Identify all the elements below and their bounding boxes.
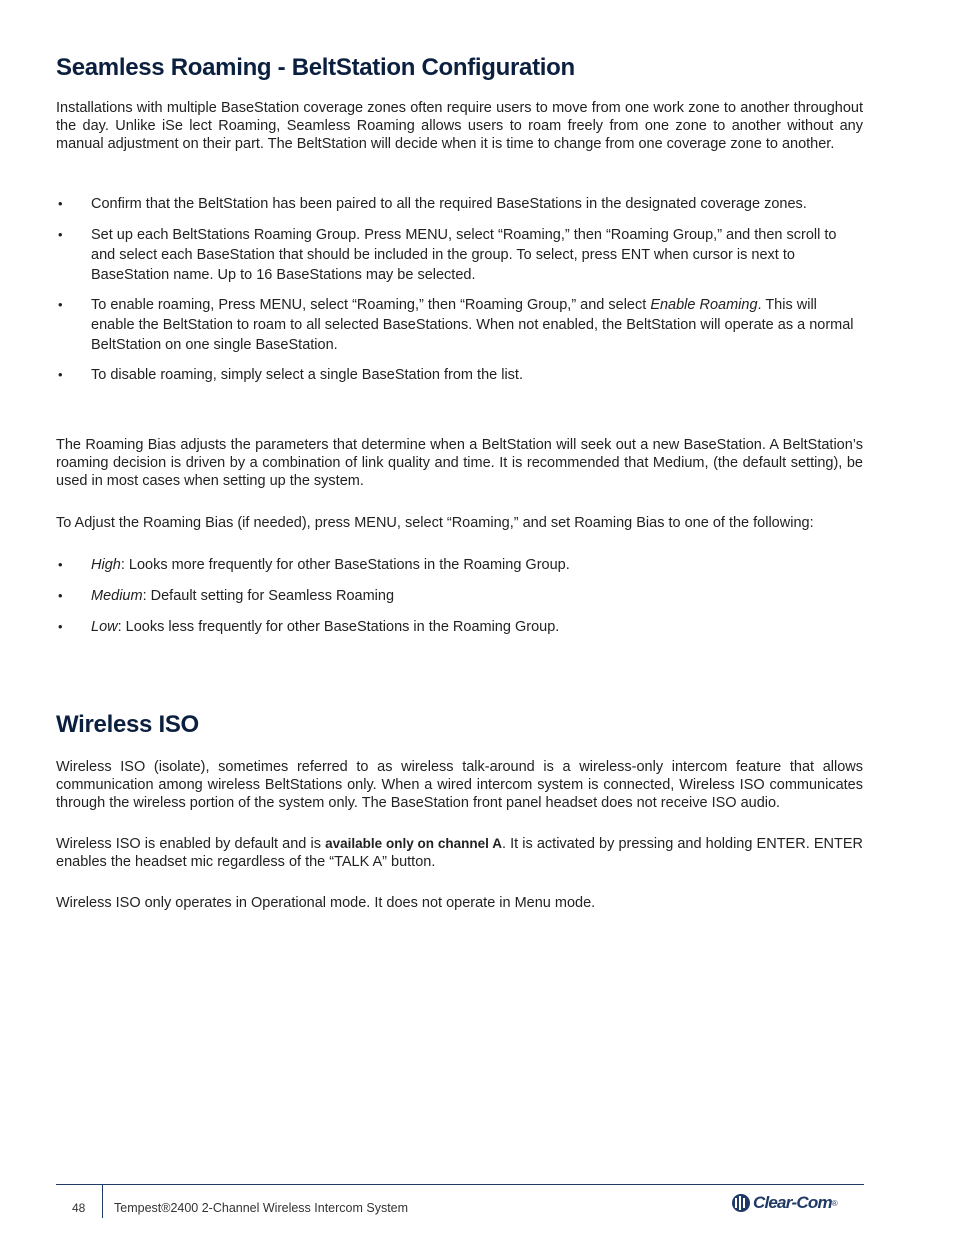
channel-a-note: available only on channel A xyxy=(325,836,502,851)
bullet-text: . This will enable the BeltStation to roam to all selected BaseStations. When not enabled, the BeltStation will operate as a normal BeltStation on one single BaseStation. xyxy=(91,297,854,353)
page-number: 48 xyxy=(72,1201,86,1215)
roaming-bias-paragraph: The Roaming Bias adjusts the parameters that determine when a BeltStation will seek out a new BaseStation. A BeltStation’s roaming decision is driven by a combination of link quality and time. It is recommended that Medium, (the default setting), be used in most cases when setting up the system. xyxy=(56,437,863,489)
section-title-wireless-iso: Wireless ISO xyxy=(56,711,199,738)
logo-registered-mark: ® xyxy=(831,1198,838,1208)
intro-paragraph: Installations with multiple BaseStation coverage zones often require users to move from one work zone to another throughout the day. Unlike iSe lect Roaming, Seamless Roaming allows users to roam freely from one zone to another without any manual adjustment on their part. The BeltStation will decide when it is time to change from one coverage zone to another. xyxy=(56,100,863,152)
wireless-iso-paragraph-2 xyxy=(56,835,863,871)
adjust-bias-paragraph: To Adjust the Roaming Bias (if needed), press MENU, select “Roaming,” and set Roaming Bias to one of the following: xyxy=(56,515,814,531)
section-title-seamless-roaming: Seamless Roaming - BeltStation Configuration xyxy=(56,54,575,81)
enable-roaming-term: Enable Roaming xyxy=(650,297,758,313)
roaming-setup-list-2 xyxy=(56,225,863,285)
para-text: . It is activated by pressing and holding ENTER. ENTER enables the headset mic regardless of the “TALK A” button. xyxy=(56,836,863,870)
wireless-iso-paragraph-1: Wireless ISO (isolate), sometimes referred to as wireless talk-around is a wireless-only intercom feature that allows communication among wireless BeltStations only. When a wired intercom system is connected, Wireless ISO communicates through the wireless portion of the system only. The BaseStation front panel headset does not receive ISO audio. xyxy=(56,759,863,811)
bullet-text: To enable roaming, Press MENU, select “Roaming,” then “Roaming Group,” and select xyxy=(91,297,651,313)
list-item: • Set up each BeltStations Roaming Group. Press MENU, select “Roaming,” then “Roaming Group,” and then scroll to and select each BaseStation that should be included in the group. To select, press ENT when cursor is next to BaseStation name. Up to 16 BaseStations may be selected. xyxy=(56,225,863,285)
roaming-setup-list-4 xyxy=(56,365,863,385)
footer-rule xyxy=(56,1184,864,1185)
footer-divider xyxy=(102,1184,103,1218)
roaming-setup-list-3 xyxy=(56,295,863,355)
logo-text: Clear-Com xyxy=(753,1193,832,1212)
list-item xyxy=(56,617,863,637)
bias-desc-high: : Looks more frequently for other BaseStations in the Roaming Group. xyxy=(120,557,570,573)
list-item xyxy=(56,295,863,355)
wireless-iso-paragraph-3: Wireless ISO only operates in Operational mode. It does not operate in Menu mode. xyxy=(56,895,596,911)
list-item xyxy=(56,555,863,575)
bias-desc-medium: : Default setting for Seamless Roaming xyxy=(142,588,395,604)
clear-com-logo xyxy=(731,1191,838,1215)
bias-label-low: Low xyxy=(91,619,118,635)
clear-com-logo-icon xyxy=(731,1193,751,1213)
bias-desc-low: : Looks less frequently for other BaseStations in the Roaming Group. xyxy=(117,619,560,635)
para-text: Wireless ISO is enabled by default and is xyxy=(56,836,326,852)
bias-options-list xyxy=(56,555,863,637)
bias-label-high: High xyxy=(91,557,121,573)
list-item: • Confirm that the BeltStation has been paired to all the required BaseStations in the designated coverage zones. xyxy=(56,194,863,214)
bias-label-medium: Medium xyxy=(91,588,143,604)
roaming-setup-list xyxy=(56,194,863,214)
footer-doc-title: Tempest®2400 2-Channel Wireless Intercom System xyxy=(114,1201,409,1215)
list-item xyxy=(56,586,863,606)
list-item: • To disable roaming, simply select a single BaseStation from the list. xyxy=(56,365,863,385)
